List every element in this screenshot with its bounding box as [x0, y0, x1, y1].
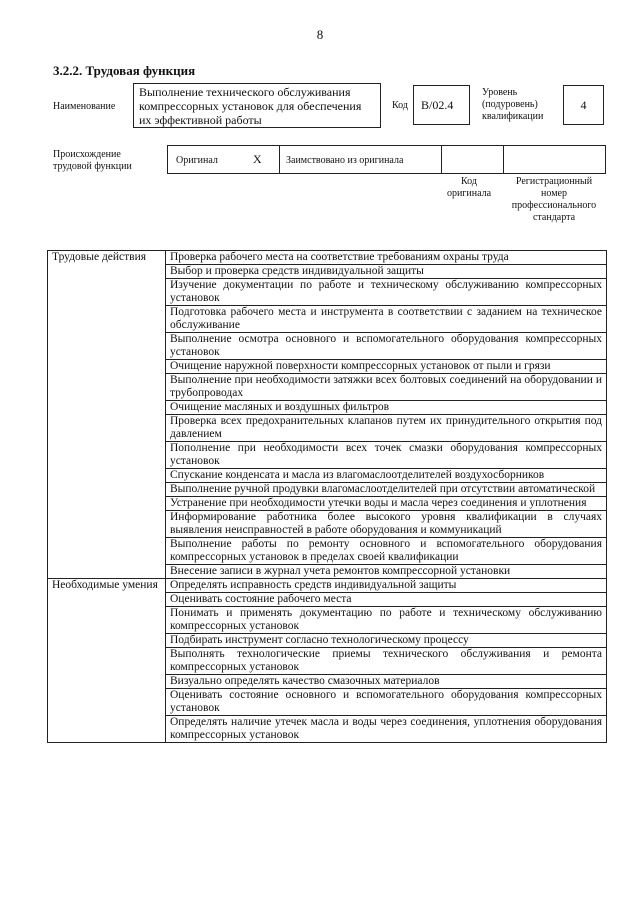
- level-box: [563, 85, 604, 125]
- level-value: 4: [580, 98, 587, 112]
- origin-label: Происхождение трудовой функции: [53, 149, 132, 172]
- skills-item: Подбирать инструмент согласно технологическому процессу: [166, 634, 607, 648]
- labor-actions-item: Проверка всех предохранительных клапанов путем их принудительного открытия под давлением: [166, 415, 607, 442]
- labor-actions-item: Спускание конденсата и масла из влагомаслоотделителей воздухосборников: [166, 469, 607, 483]
- labor-actions-item: Выполнение при необходимости затяжки всех болтовых соединений на оборудовании и трубопроводах: [166, 374, 607, 401]
- origin-table: [167, 145, 606, 174]
- labor-actions-item: Внесение записи в журнал учета ремонтов компрессорной установки: [166, 565, 607, 579]
- code-value: B/02.4: [421, 98, 454, 112]
- labor-actions-item: Выбор и проверка средств индивидуальной защиты: [166, 265, 607, 279]
- section-title: 3.2.2. Трудовая функция: [53, 63, 196, 78]
- skills-item: Понимать и применять документацию по работе и техническому обслуживанию компрессорных установок: [166, 607, 607, 634]
- labor-actions-item: Очищение наружной поверхности компрессорных установок от пыли и грязи: [166, 360, 607, 374]
- origin-borrowed-label: Заимствовано из оригинала: [286, 155, 404, 166]
- labor-actions-item: Устранение при необходимости утечки воды и масла через соединения и уплотнения: [166, 497, 607, 511]
- labor-actions-item: Выполнение работы по ремонту основного и вспомогательного оборудования компрессорных установок в пределах своей квалификации: [166, 538, 607, 565]
- skills-item: Выполнять технологические приемы технического обслуживания и ремонта компрессорных установок: [166, 648, 607, 675]
- labor-actions-item: Информирование работника более высокого уровня квалификации в случаях выявления неисправностей в работе оборудования и коммуникаций: [166, 511, 607, 538]
- labor-actions-item: Выполнение ручной продувки влагомаслоотделителей при отсутствии автоматической: [166, 483, 607, 497]
- labor-actions-item: Проверка рабочего места на соответствие требованиям охраны труда: [166, 251, 607, 265]
- labor-actions-item: Очищение масляных и воздушных фильтров: [166, 401, 607, 415]
- origin-mark: X: [253, 152, 262, 166]
- skills-item: Оценивать состояние рабочего места: [166, 593, 607, 607]
- code-label: Код: [392, 100, 408, 111]
- origin-code-caption: Код оригинала: [446, 176, 492, 199]
- origin-borrowed-cell: [280, 146, 442, 173]
- code-box: [413, 85, 470, 125]
- labor-actions-item: Пополнение при необходимости всех точек смазки оборудования компрессорных установок: [166, 442, 607, 469]
- labor-actions-category: Трудовые действия: [48, 251, 166, 579]
- level-label: Уровень (подуровень) квалификации: [482, 87, 544, 122]
- function-name-box: [133, 83, 381, 128]
- skills-item: Определять наличие утечек масла и воды через соединения, уплотнения оборудования компрессорных установок: [166, 716, 607, 743]
- page-number: 8: [316, 27, 324, 42]
- labor-actions-item: Подготовка рабочего места и инструмента в соответствии с заданием на техническое обслуживание: [166, 306, 607, 333]
- origin-reg-caption: Регистрационный номер профессионального стандарта: [511, 176, 597, 223]
- skills-item: Визуально определять качество смазочных материалов: [166, 675, 607, 689]
- skills-row: [48, 579, 607, 593]
- skills-item: Оценивать состояние основного и вспомогательного оборудования компрессорных установок: [166, 689, 607, 716]
- name-label: Наименование: [53, 101, 116, 112]
- labor-actions-item: Изучение документации по работе и техническому обслуживанию компрессорных установок: [166, 279, 607, 306]
- labor-actions-row: [48, 251, 607, 265]
- function-name-value: Выполнение технического обслуживания компрессорных установок для обеспечения их эффективной работы: [139, 85, 362, 127]
- origin-original-label: Оригинал: [176, 155, 218, 166]
- skills-category: Необходимые умения: [48, 579, 166, 743]
- origin-original-cell: [168, 146, 280, 173]
- skills-item: Определять исправность средств индивидуальной защиты: [166, 579, 607, 593]
- origin-code-cell: [442, 146, 504, 173]
- function-details-table: [47, 250, 607, 743]
- labor-actions-item: Выполнение осмотра основного и вспомогательного оборудования компрессорных установок: [166, 333, 607, 360]
